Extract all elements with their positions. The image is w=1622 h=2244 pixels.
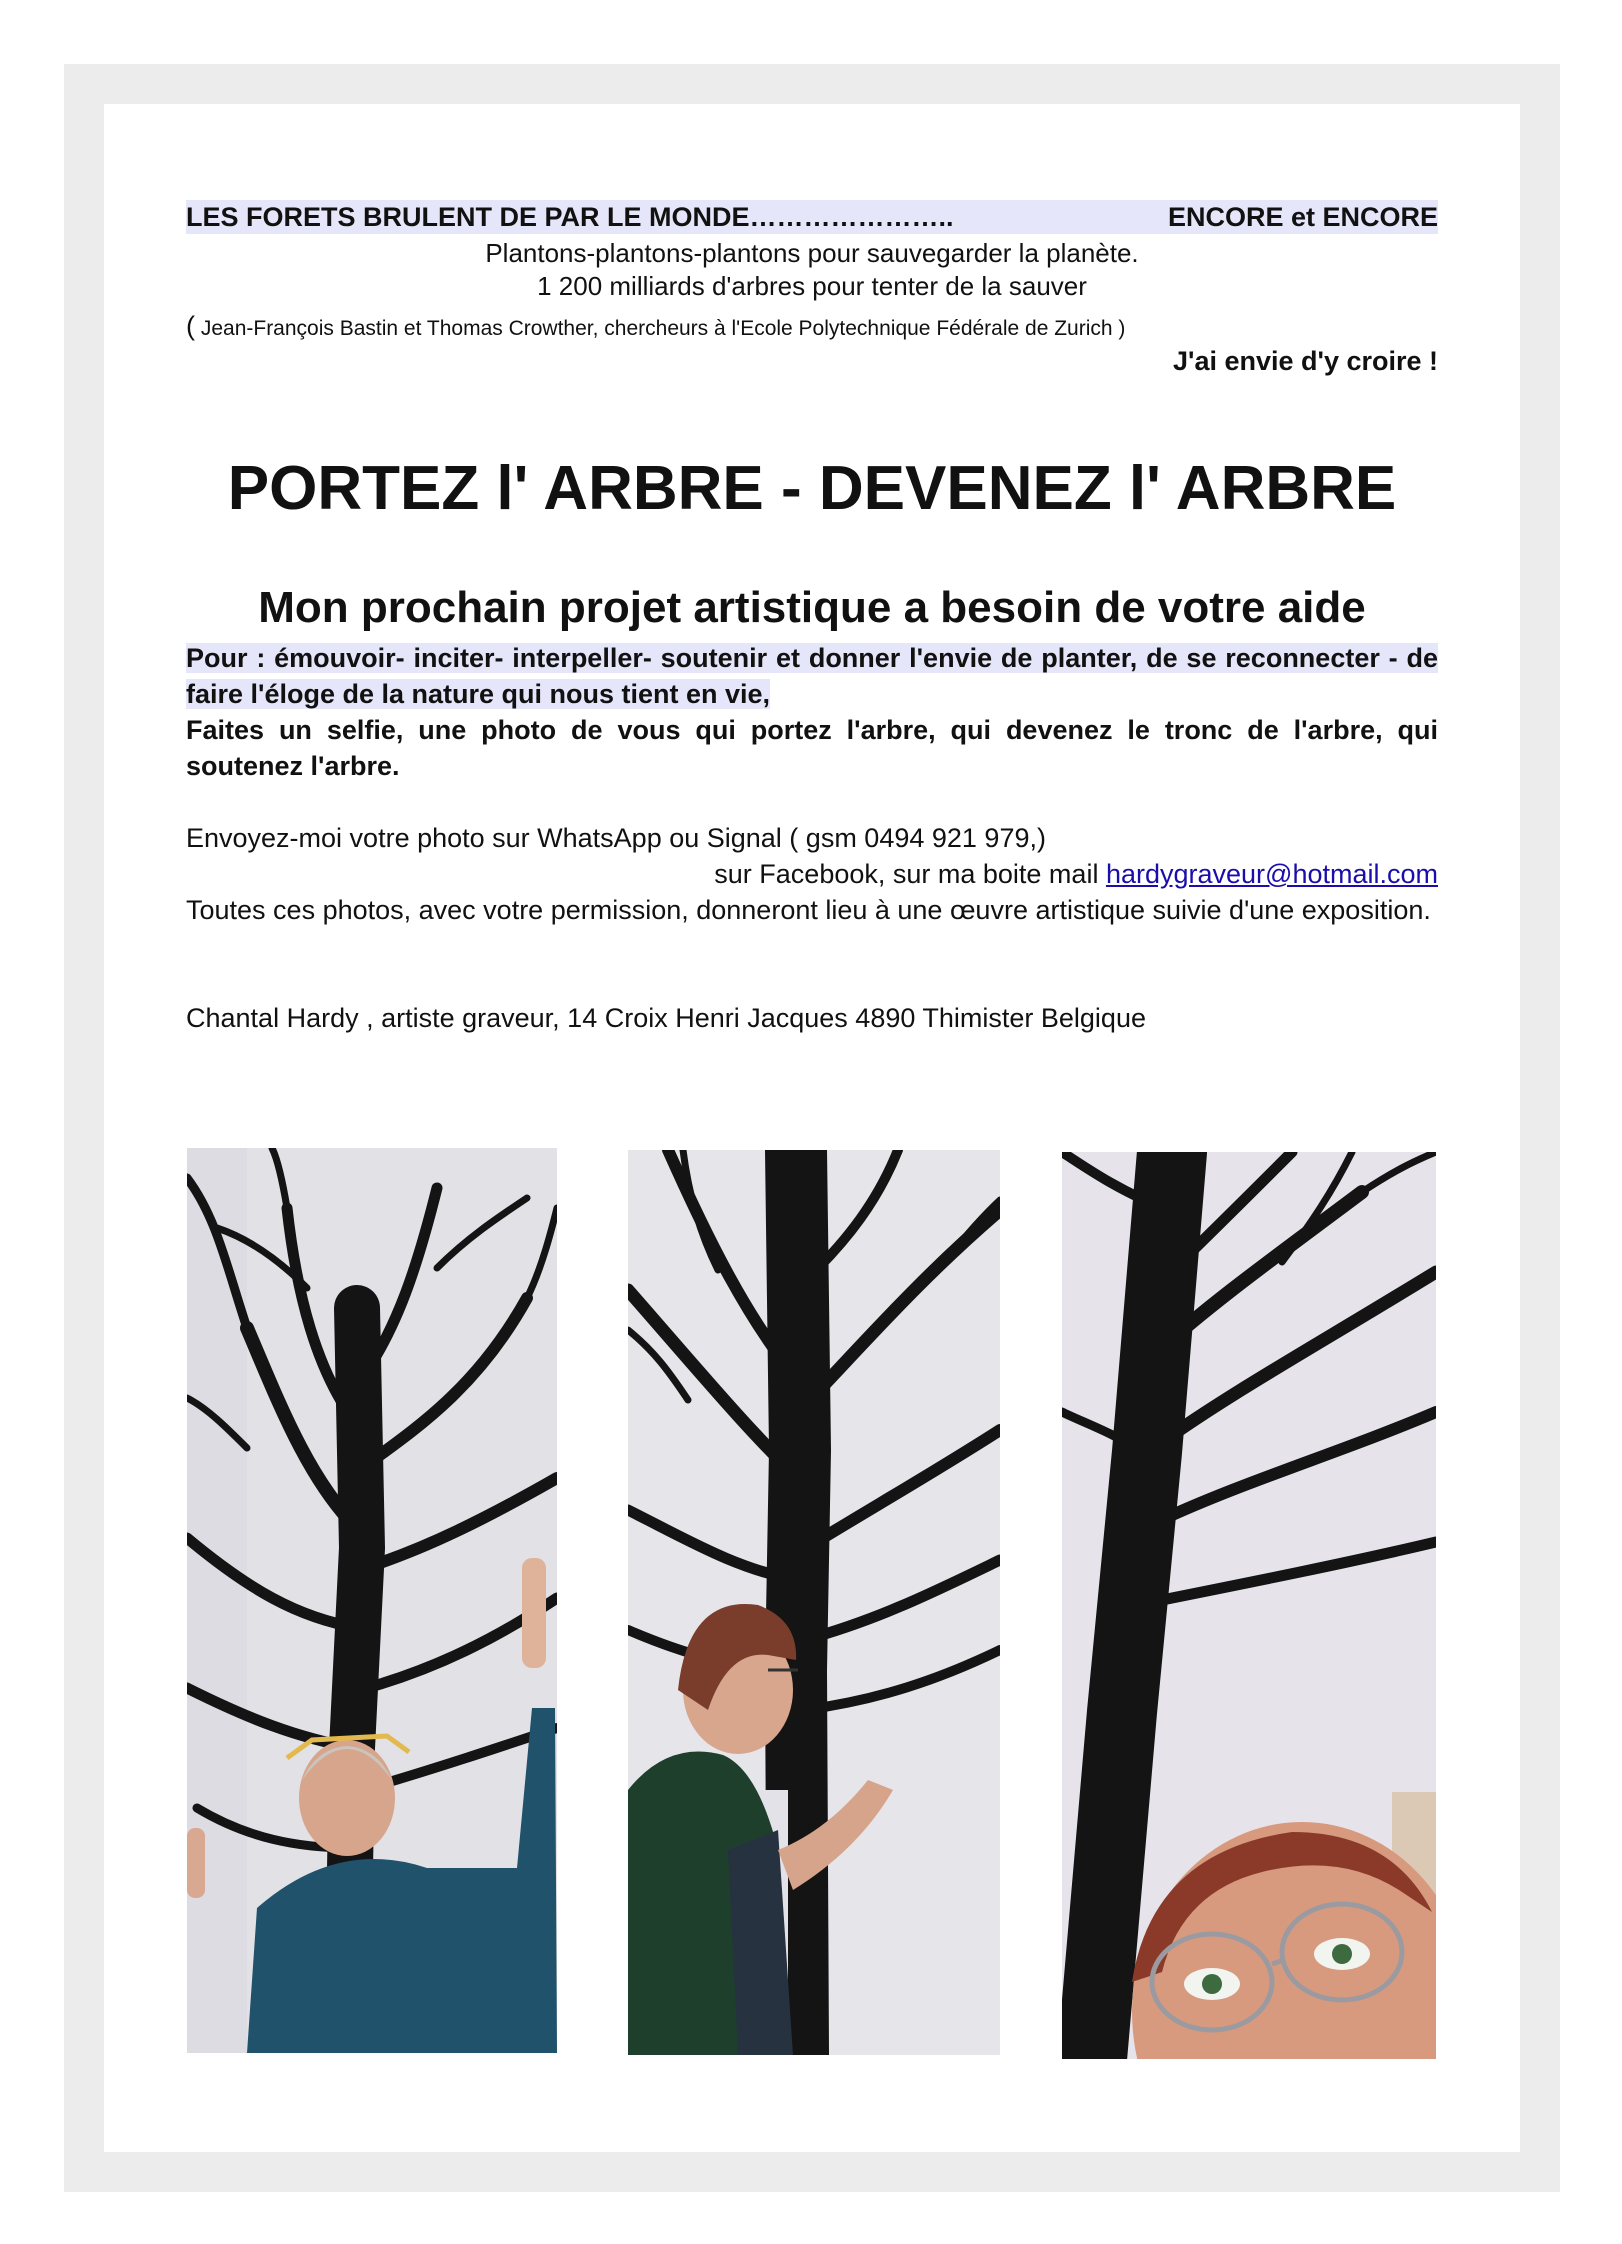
subtitle: Mon prochain projet artistique a besoin de votre aide: [258, 583, 1366, 632]
facebook-prefix: sur Facebook, sur ma boite mail: [714, 859, 1106, 889]
tree-photo-woman-painting: [628, 1150, 1000, 2055]
trees-line: 1 200 milliards d'arbres pour tenter de la sauver: [537, 271, 1087, 301]
main-title: PORTEZ l' ARBRE - DEVENEZ l' ARBRE: [227, 454, 1397, 523]
photos-paragraph: Toutes ces photos, avec votre permission, donneront lieu à une œuvre artistique suivie d'une exposition.: [186, 895, 1431, 925]
credit-text: Jean-François Bastin et Thomas Crowther, chercheurs à l'Ecole Polytechnique Fédérale de Zurich: [195, 317, 1119, 340]
plant-line: Plantons-plantons-plantons pour sauvegarder la planète.: [485, 238, 1139, 268]
send-instructions: Envoyez-moi votre photo sur WhatsApp ou Signal ( gsm 0494 921 979,): [186, 823, 1046, 853]
credit-open-paren: (: [186, 311, 195, 341]
tree-photo-woman-painting-image: [628, 1150, 1000, 2055]
tree-photo-man: [187, 1148, 557, 2053]
purpose-paragraph: [186, 640, 1438, 712]
email-link[interactable]: hardygraveur@hotmail.com: [1105, 859, 1438, 889]
believe-line: J'ai envie d'y croire !: [1173, 346, 1438, 376]
selfie-paragraph: Faites un selfie, une photo de vous qui portez l'arbre, qui devenez le tronc de l'arbre, qui soutenez l'arbre.: [186, 715, 1438, 781]
tree-photo-selfie: [1062, 1152, 1436, 2059]
signature-line: Chantal Hardy , artiste graveur, 14 Croix Henri Jacques 4890 Thimister Belgique: [186, 1003, 1146, 1033]
headline-right: ENCORE et ENCORE: [1167, 202, 1438, 232]
facebook-email-line: [186, 856, 1438, 892]
tree-photo-selfie-image: [1062, 1152, 1436, 2059]
purpose-text: Pour : émouvoir- inciter- interpeller- soutenir et donner l'envie de planter, de se reconnecter - de faire l'éloge de la nature qui nous tient en vie,: [186, 643, 1438, 709]
research-credit: [186, 312, 1438, 343]
headline-left: LES FORETS BRULENT DE PAR LE MONDE…………………..: [186, 202, 954, 232]
document-page: [104, 104, 1520, 2152]
credit-close-paren: ): [1118, 317, 1126, 340]
headline-row: [186, 200, 1438, 234]
tree-photo-man-image: [187, 1148, 557, 2053]
